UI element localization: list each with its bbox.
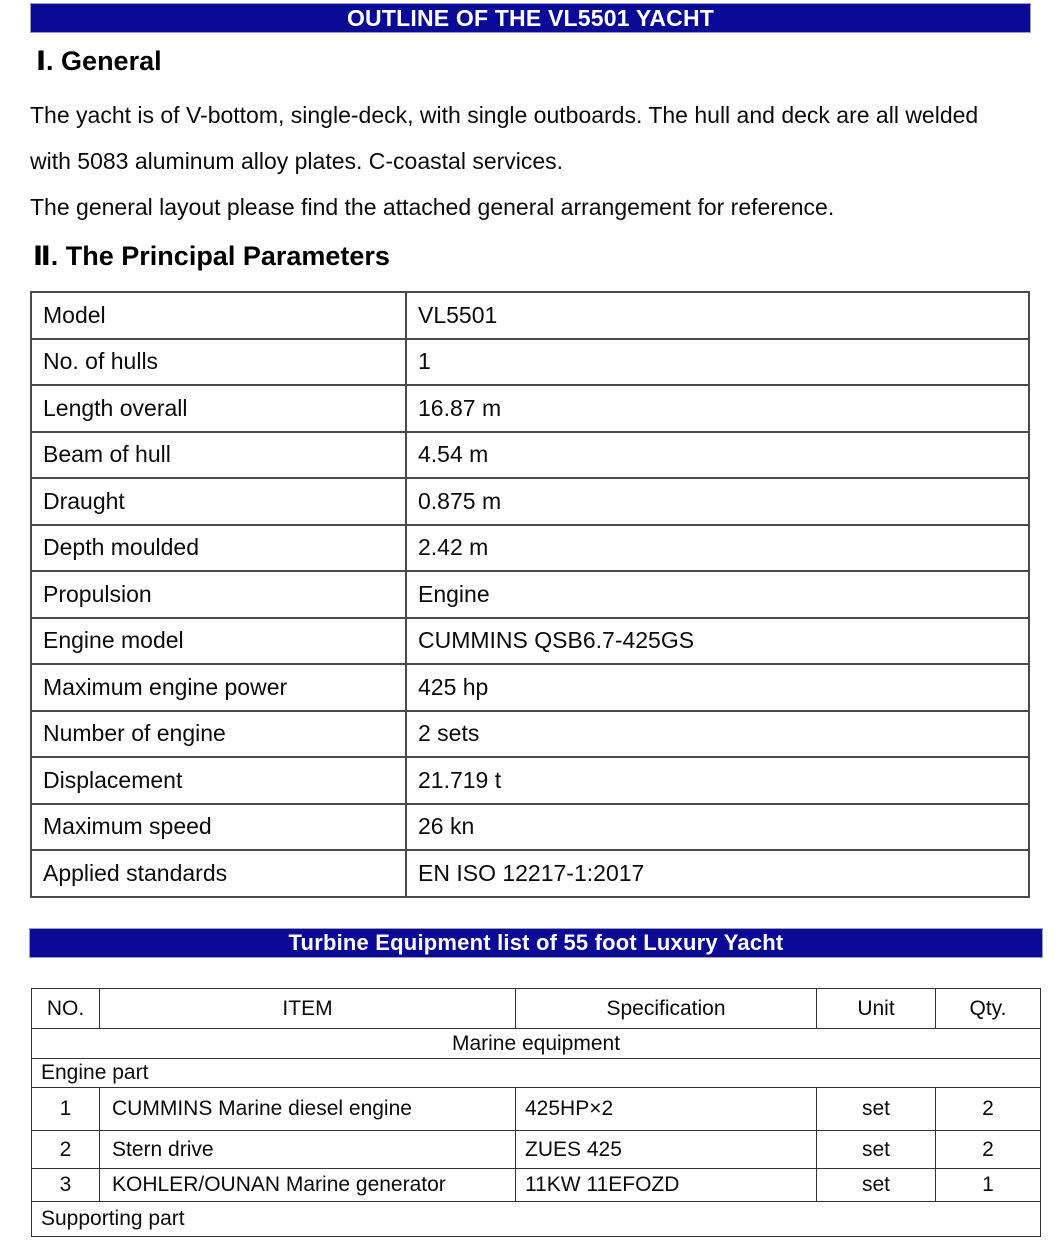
equipment-row	[32, 1169, 1041, 1202]
param-row	[31, 664, 1029, 711]
param-label: Maximum speed	[31, 804, 406, 851]
param-label: Displacement	[31, 757, 406, 804]
param-value: 21.719 t	[406, 757, 1029, 804]
param-label: Depth moulded	[31, 525, 406, 572]
general-paragraph	[30, 92, 1035, 230]
col-header-no: NO.	[32, 989, 100, 1029]
document-title-banner	[30, 3, 1031, 33]
cell-qty: 2	[936, 1088, 1041, 1131]
cell-no: 2	[32, 1131, 100, 1169]
equipment-table	[31, 988, 1041, 1237]
param-row	[31, 711, 1029, 758]
equipment-row	[32, 1088, 1041, 1131]
section-general-heading: Ⅰ. General	[36, 46, 162, 76]
param-label: No. of hulls	[31, 339, 406, 386]
cell-item: KOHLER/OUNAN Marine generator	[100, 1169, 516, 1202]
param-value: Engine	[406, 571, 1029, 618]
group-row-engine-part	[32, 1059, 1041, 1088]
param-label: Engine model	[31, 618, 406, 665]
cell-item: CUMMINS Marine diesel engine	[100, 1088, 516, 1131]
param-value: 1	[406, 339, 1029, 386]
equipment-row	[32, 1131, 1041, 1169]
document-title: OUTLINE OF THE VL5501 YACHT	[346, 4, 715, 31]
param-value: EN ISO 12217-1:2017	[406, 850, 1029, 897]
param-value: 4.54 m	[406, 432, 1029, 479]
param-row	[31, 850, 1029, 897]
param-value: CUMMINS QSB6.7-425GS	[406, 618, 1029, 665]
param-value: 425 hp	[406, 664, 1029, 711]
param-label: Draught	[31, 478, 406, 525]
group-label: Marine equipment	[32, 1029, 1041, 1059]
param-row	[31, 525, 1029, 572]
col-header-spec: Specification	[516, 989, 817, 1029]
col-header-qty: Qty.	[936, 989, 1041, 1029]
group-row-marine-equipment	[32, 1029, 1041, 1059]
param-row	[31, 339, 1029, 386]
group-label: Engine part	[32, 1059, 1041, 1088]
cell-spec: 11KW 11EFOZD	[516, 1169, 817, 1202]
param-value: 16.87 m	[406, 385, 1029, 432]
cell-unit: set	[817, 1088, 936, 1131]
param-row	[31, 757, 1029, 804]
param-row	[31, 432, 1029, 479]
section-parameters-heading: Ⅱ. The Principal Parameters	[33, 241, 390, 271]
param-label: Length overall	[31, 385, 406, 432]
param-value: 26 kn	[406, 804, 1029, 851]
param-value: 2.42 m	[406, 525, 1029, 572]
group-row-supporting-part	[32, 1202, 1041, 1237]
general-paragraph-line: with 5083 aluminum alloy plates. C-coastal services.	[30, 148, 564, 174]
param-row	[31, 292, 1029, 339]
equipment-title: Turbine Equipment list of 55 foot Luxury Yacht	[288, 930, 784, 955]
param-row	[31, 804, 1029, 851]
group-label: Supporting part	[32, 1202, 1041, 1237]
general-paragraph-line: The general layout please find the attached general arrangement for reference.	[30, 194, 835, 220]
param-label: Maximum engine power	[31, 664, 406, 711]
param-label: Number of engine	[31, 711, 406, 758]
general-paragraph-line: The yacht is of V-bottom, single-deck, with single outboards. The hull and deck are all welded	[30, 102, 979, 128]
param-row	[31, 478, 1029, 525]
cell-spec: 425HP×2	[516, 1088, 817, 1131]
col-header-unit: Unit	[817, 989, 936, 1029]
equipment-title-banner	[29, 928, 1043, 958]
param-value: 2 sets	[406, 711, 1029, 758]
param-value: VL5501	[406, 292, 1029, 339]
param-row	[31, 385, 1029, 432]
param-row	[31, 618, 1029, 665]
cell-qty: 2	[936, 1131, 1041, 1169]
cell-spec: ZUES 425	[516, 1131, 817, 1169]
cell-unit: set	[817, 1169, 936, 1202]
param-label: Model	[31, 292, 406, 339]
cell-unit: set	[817, 1131, 936, 1169]
col-header-item: ITEM	[100, 989, 516, 1029]
param-label: Propulsion	[31, 571, 406, 618]
principal-parameters-table	[30, 291, 1030, 898]
param-row	[31, 571, 1029, 618]
equipment-header-row	[32, 989, 1041, 1029]
cell-qty: 1	[936, 1169, 1041, 1202]
param-label: Beam of hull	[31, 432, 406, 479]
param-label: Applied standards	[31, 850, 406, 897]
cell-no: 1	[32, 1088, 100, 1131]
param-value: 0.875 m	[406, 478, 1029, 525]
cell-no: 3	[32, 1169, 100, 1202]
cell-item: Stern drive	[100, 1131, 516, 1169]
